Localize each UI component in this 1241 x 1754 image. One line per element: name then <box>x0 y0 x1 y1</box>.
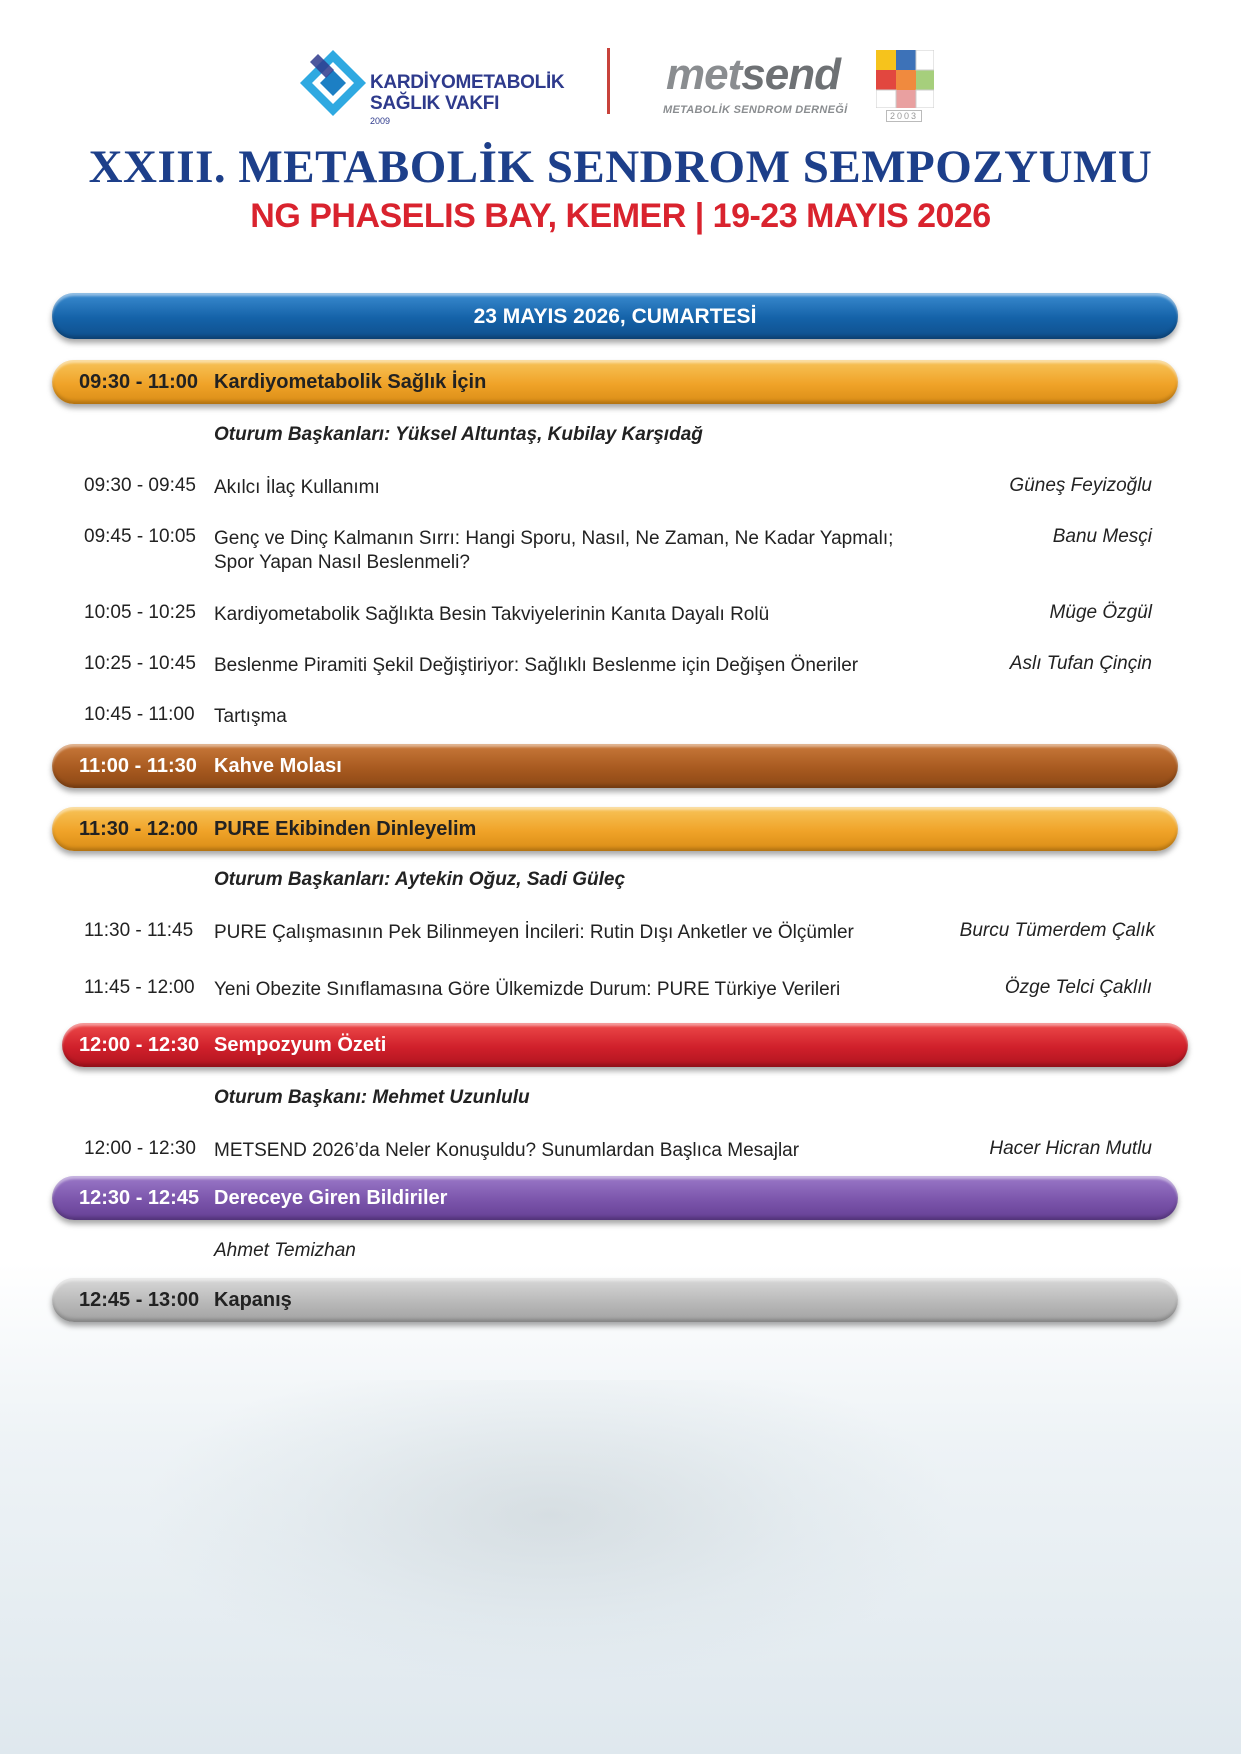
session-title: Dereceye Giren Bildiriler <box>214 1187 448 1209</box>
break-time: 11:00 - 11:30 <box>79 755 197 777</box>
session-chairs: Oturum Başkanları: Aytekin Oğuz, Sadi Güleç <box>214 869 626 890</box>
talk-title: Tartışma <box>214 706 287 727</box>
metsend-year: 2003 <box>886 110 922 122</box>
kardiyometabolik-logo <box>298 40 565 130</box>
talk-time: 12:00 - 12:30 <box>84 1138 196 1159</box>
closing-bar <box>52 1278 1178 1322</box>
session-time: 09:30 - 11:00 <box>79 371 198 393</box>
session-bar <box>52 360 1178 404</box>
talk-speaker: Güneş Feyizoğlu <box>1009 475 1152 496</box>
talk-title: Kardiyometabolik Sağlıkta Besin Takviyelerinin Kanıta Dayalı Rolü <box>214 604 770 625</box>
talk-speaker: Burcu Tümerdem Çalık <box>959 920 1155 941</box>
talk-speaker: Banu Mesçi <box>1052 526 1152 547</box>
awards-presenter: Ahmet Temizhan <box>214 1240 356 1261</box>
metsend-subtitle: METABOLİK SENDROM DERNEĞİ <box>663 104 848 116</box>
session-title: Kardiyometabolik Sağlık İçin <box>214 371 487 393</box>
talk-speaker: Hacer Hicran Mutlu <box>989 1138 1152 1159</box>
awards-bar <box>52 1176 1178 1220</box>
summary-bar <box>62 1023 1188 1067</box>
talk-title: METSEND 2026’da Neler Konuşuldu? Sunumlardan Başlıca Mesajlar <box>214 1140 800 1161</box>
talk-time: 10:25 - 10:45 <box>84 653 196 674</box>
session-title: PURE Ekibinden Dinleyelim <box>214 818 477 840</box>
session-bar <box>52 807 1178 851</box>
page-subtitle: NG PHASELIS BAY, KEMER | 19-23 MAYIS 2026 <box>250 197 991 235</box>
day-label: 23 MAYIS 2026, CUMARTESİ <box>473 305 757 328</box>
talk-title: Yeni Obezite Sınıflamasına Göre Ülkemizde Durum: PURE Türkiye Verileri <box>214 979 841 1000</box>
talk-title: Genç ve Dinç Kalmanın Sırrı: Hangi Sporu, Nasıl, Ne Zaman, Ne Kadar Yapmalı; <box>214 528 894 549</box>
closing-title: Kapanış <box>214 1289 292 1311</box>
break-title: Kahve Molası <box>214 755 342 777</box>
closing-time: 12:45 - 13:00 <box>79 1289 200 1311</box>
talk-speaker: Aslı Tufan Çinçin <box>1009 653 1152 674</box>
talk-title: Beslenme Piramiti Şekil Değiştiriyor: Sağlıklı Beslenme için Değişen Öneriler <box>214 655 859 676</box>
session-title: Sempozyum Özeti <box>214 1034 387 1056</box>
day-banner <box>52 293 1178 339</box>
background-aerial-photo <box>150 1380 950 1680</box>
talk-time: 10:45 - 11:00 <box>84 704 195 725</box>
talk-title-line2: Spor Yapan Nasıl Beslenmeli? <box>214 552 470 573</box>
session-chairs: Oturum Başkanları: Yüksel Altuntaş, Kubilay Karşıdağ <box>214 424 703 445</box>
session-chairs: Oturum Başkanı: Mehmet Uzunlulu <box>214 1087 530 1108</box>
session-time: 11:30 - 12:00 <box>79 818 198 840</box>
kv-logo-year: 2009 <box>370 116 391 126</box>
talk-speaker: Özge Telci Çaklılı <box>1004 977 1152 998</box>
talk-time: 09:45 - 10:05 <box>84 526 196 547</box>
session-time: 12:30 - 12:45 <box>79 1187 200 1209</box>
talk-time: 11:30 - 11:45 <box>84 920 194 941</box>
talk-speaker: Müge Özgül <box>1049 602 1152 623</box>
talk-title: PURE Çalışmasının Pek Bilinmeyen İncileri: Rutin Dışı Anketler ve Ölçümler <box>214 922 854 943</box>
kardiyometabolik-mark-icon <box>298 48 368 118</box>
page-title: XXIII. METABOLİK SENDROM SEMPOZYUMU <box>88 141 1153 193</box>
talk-time: 09:30 - 09:45 <box>84 475 196 496</box>
metsend-squares-icon <box>876 50 934 108</box>
kv-logo-line2: SAĞLIK VAKFI <box>370 93 500 114</box>
talk-time: 10:05 - 10:25 <box>84 602 196 623</box>
talk-title: Akılcı İlaç Kullanımı <box>214 477 380 498</box>
logo-divider <box>607 48 610 114</box>
talk-time: 11:45 - 12:00 <box>84 977 195 998</box>
header-logos <box>0 40 1241 130</box>
metsend-wordmark: metsend <box>666 50 840 99</box>
kv-logo-line1: KARDİYOMETABOLİK <box>370 72 565 93</box>
break-bar <box>52 744 1178 788</box>
metsend-logo <box>660 46 950 126</box>
session-time: 12:00 - 12:30 <box>79 1034 200 1056</box>
